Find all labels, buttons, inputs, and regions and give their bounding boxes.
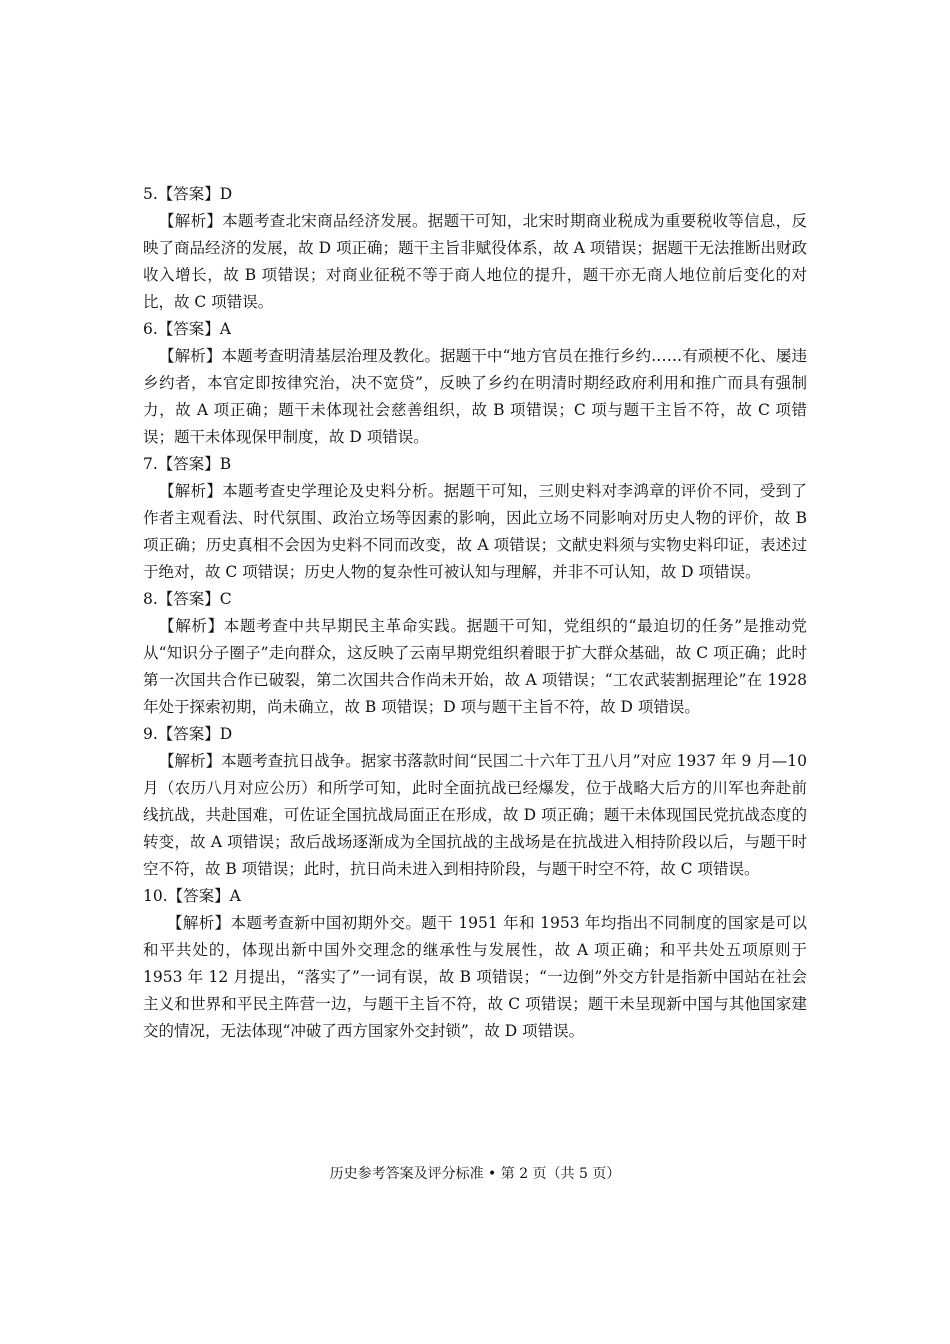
answer-8: 8.【答案】C <box>143 590 232 608</box>
analysis-8: 【解析】本题考查中共早期民主革命实践。据题干可知，党组织的“最迫切的任务”是推动党从“知识分子圈子”走向群众，这反映了云南早期党组织着眼于扩大群众基础，故 C 项正确；此时第一次国共合作已破裂，第二次国共合作尚未开始，故 A 项错误；“工农武装割据理论”在 1928 年处于探索初期，尚未确立，故 B 项错误；D 项与题干主旨不符，故 D 项错误。 <box>143 617 807 716</box>
answer-10: 10.【答案】A <box>143 887 241 905</box>
analysis-9: 【解析】本题考查抗日战争。据家书落款时间“民国二十六年丁丑八月”对应 1937 年 9 月—10 月（农历八月对应公历）和所学可知，此时全面抗战已经爆发，位于战略大后方的川军也奔赴前线抗战，共赴国难，可佐证全国抗战局面正在形成，故 D 项正确；题干未体现国民党抗战态度的转变，故 A 项错误；敌后战场逐渐成为全国抗战的主战场是在抗战进入相持阶段以后，与题干时空不符，故 B 项错误；此时，抗日尚未进入到相持阶段，与题干时空不符，故 C 项错误。 <box>143 752 807 878</box>
answer-9: 9.【答案】D <box>143 725 233 743</box>
answer-key-content <box>143 181 807 1045</box>
analysis-6: 【解析】本题考查明清基层治理及教化。据题干中“地方官员在推行乡约……有顽梗不化、屡违乡约者，本官定即按律究治，决不宽贷”，反映了乡约在明清时期经政府利用和推广而具有强制力，故 A 项正确；题干未体现社会慈善组织，故 B 项错误；C 项与题干主旨不符，故 C 项错误；题干未体现保甲制度，故 D 项错误。 <box>143 347 807 446</box>
answer-6: 6.【答案】A <box>143 320 231 338</box>
analysis-5: 【解析】本题考查北宋商品经济发展。据题干可知，北宋时期商业税成为重要税收等信息，反映了商品经济的发展，故 D 项正确；题干主旨非赋役体系，故 A 项错误；据题干无法推断出财政收入增长，故 B 项错误；对商业征税不等于商人地位的提升，题干亦无商人地位前后变化的对比，故 C 项错误。 <box>143 212 807 311</box>
answer-7: 7.【答案】B <box>143 455 232 473</box>
page-footer: 历史参考答案及评分标准 • 第 2 页（共 5 页） <box>329 1166 621 1182</box>
answer-5: 5.【答案】D <box>143 185 233 203</box>
analysis-7: 【解析】本题考查史学理论及史料分析。据题干可知，三则史料对李鸿章的评价不同，受到了作者主观看法、时代氛围、政治立场等因素的影响，因此立场不同影响对历史人物的评价，故 B 项正确；历史真相不会因为史料不同而改变，故 A 项错误；文献史料须与实物史料印证，表述过于绝对，故 C 项错误；历史人物的复杂性可被认知与理解，并非不可认知，故 D 项错误。 <box>143 482 807 581</box>
analysis-10: 【解析】本题考查新中国初期外交。题干 1951 年和 1953 年均指出不同制度的国家是可以和平共处的，体现出新中国外交理念的继承性与发展性，故 A 项正确；和平共处五项原则于 1953 年 12 月提出，“落实了”一词有误，故 B 项错误；“一边倒”外交方针是指新中国站在社会主义和世界和平民主阵营一边，与题干主旨不符，故 C 项错误；题干未呈现新中国与其他国家建交的情况，无法体现“冲破了西方国家外交封锁”，故 D 项错误。 <box>143 914 807 1040</box>
